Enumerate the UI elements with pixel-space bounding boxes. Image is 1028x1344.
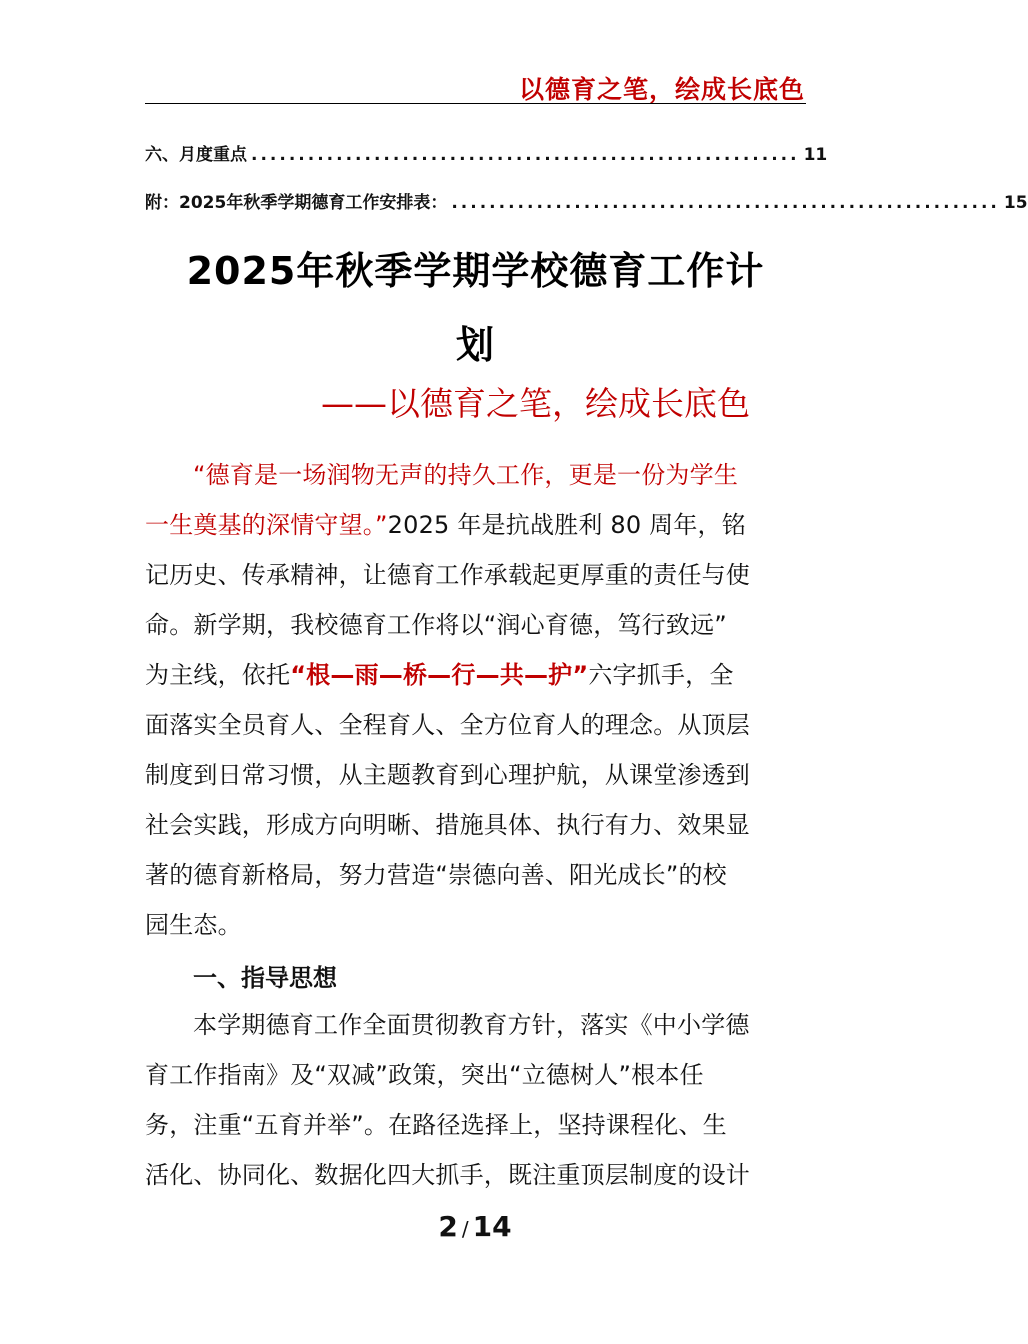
section-heading-guiding-ideology: 一、指导思想 [193, 964, 337, 992]
document-title-line2: 划 [455, 323, 495, 367]
intro-text: 六字抓手，全 [588, 661, 734, 689]
intro-line: 面落实全员育人、全程育人、全方位育人的理念。从顶层 [145, 711, 750, 739]
intro-line: 社会实践，形成方向明晰、措施具体、执行有力、效果显 [145, 811, 750, 839]
toc-leader-dots: .......................................................... [251, 145, 800, 165]
document-subtitle: ——以德育之笔，绘成长底色 [321, 384, 750, 423]
toc-entry-label: 六、月度重点 [145, 145, 247, 165]
intro-line [145, 510, 806, 540]
header-divider [145, 103, 806, 104]
intro-quote-part: “德育是一场润物无声的持久工作，更是一份为学生 [193, 461, 739, 489]
intro-line: 命。新学期，我校德育工作将以“润心育德，笃行致远” [145, 611, 727, 639]
running-header: 以德育之笔，绘成长底色 [518, 75, 805, 104]
total-pages: 14 [472, 1210, 512, 1243]
toc-entry-page: 11 [803, 145, 828, 165]
document-title-line1: 2025年秋季学期学校德育工作计 [186, 249, 765, 293]
toc-entry-page: 15 [1003, 193, 1028, 213]
toc-entry-schedule-table[interactable] [145, 188, 1028, 218]
page-number [0, 1210, 950, 1243]
intro-line [145, 460, 806, 490]
intro-line: 园生态。 [145, 911, 242, 939]
toc-entry-monthly-focus[interactable] [145, 140, 828, 170]
section-line: 务，注重“五育并举”。在路径选择上，坚持课程化、生 [145, 1111, 727, 1139]
intro-line: 著的德育新格局，努力营造“崇德向善、阳光成长”的校 [145, 861, 727, 889]
intro-text: 为主线，依托 [145, 661, 291, 689]
page-separator: / [461, 1217, 469, 1241]
intro-text: 2025 年是抗战胜利 80 周年，铭 [387, 511, 746, 539]
section-line: 育工作指南》及“双减”政策，突出“立德树人”根本任 [145, 1061, 704, 1089]
intro-line [145, 660, 806, 690]
toc-entry-label: 附：2025年秋季学期德育工作安排表： [145, 193, 448, 213]
intro-line: 制度到日常习惯，从主题教育到心理护航，从课堂渗透到 [145, 761, 750, 789]
toc-leader-dots: .......................................................... [451, 193, 1000, 213]
intro-line: 记历史、传承精神，让德育工作承载起更厚重的责任与使 [145, 561, 750, 589]
intro-quote-part: 一生奠基的深情守望。” [145, 511, 388, 539]
current-page: 2 [438, 1210, 458, 1243]
section-line: 活化、协同化、数据化四大抓手，既注重顶层制度的设计 [145, 1161, 750, 1189]
intro-highlight: “根—雨—桥—行—共—护” [290, 661, 589, 689]
section-line: 本学期德育工作全面贯彻教育方针，落实《中小学德 [193, 1011, 750, 1039]
